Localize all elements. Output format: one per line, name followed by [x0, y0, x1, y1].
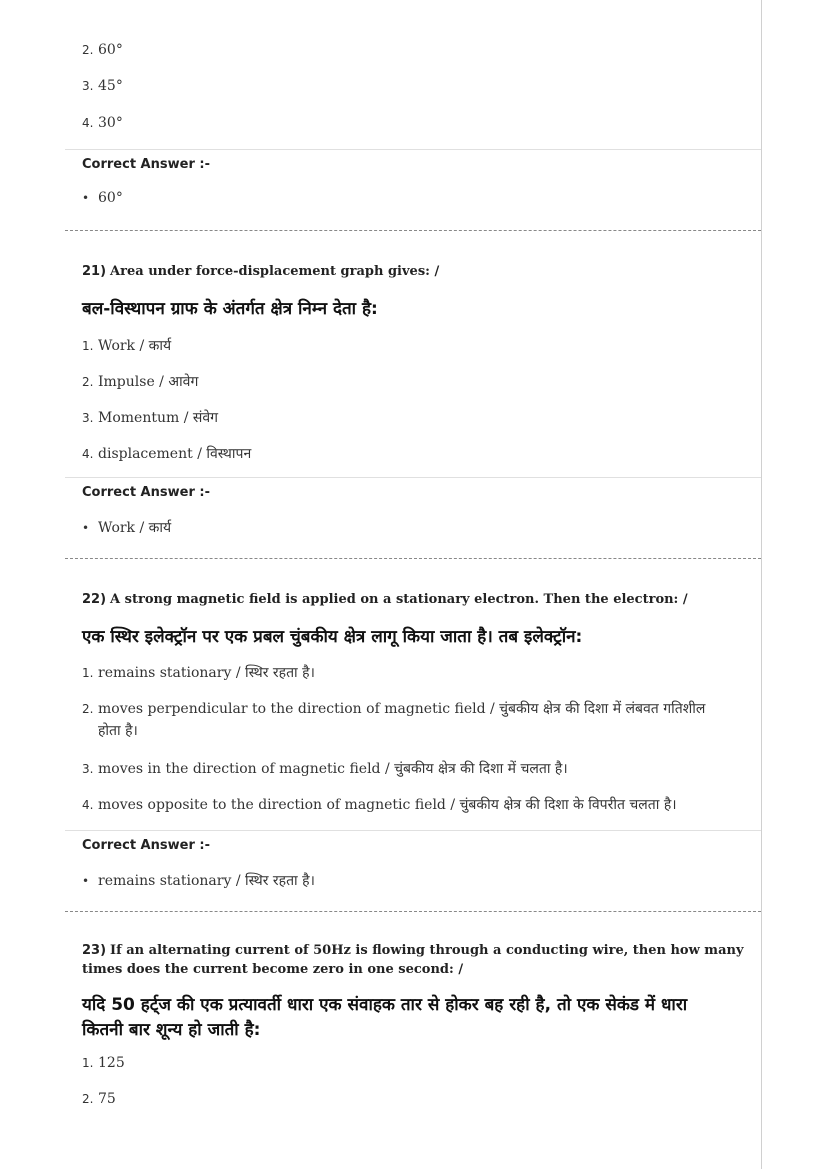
question-22-title: 22) A strong magnetic field is applied on a stationary electron. Then the electron: /	[82, 592, 688, 607]
q23-option-2: 2. 75	[82, 1091, 116, 1107]
divider	[65, 149, 761, 150]
question-separator	[65, 558, 761, 559]
divider	[65, 830, 761, 831]
option-2: 2. 60°	[82, 42, 123, 58]
q21-option-1: 1. Work / कार्य	[82, 338, 172, 354]
correct-answer: • remains stationary / स्थिर रहता है।	[82, 873, 315, 889]
option-4: 4. 30°	[82, 115, 123, 131]
question-23-hindi: यदि 50 हर्ट्ज की एक प्रत्यावर्ती धारा एक संवाहक तार से होकर बह रही है, तो एक सेकंड में धारा	[82, 995, 688, 1015]
question-21-title: 21) Area under force-displacement graph gives: /	[82, 264, 440, 279]
question-22-hindi: एक स्थिर इलेक्ट्रॉन पर एक प्रबल चुंबकीय क्षेत्र लागू किया जाता है। तब इलेक्ट्रॉन:	[82, 627, 583, 647]
question-23-hindi-line2: कितनी बार शून्य हो जाती है:	[82, 1020, 261, 1040]
correct-answer: • Work / कार्य	[82, 520, 172, 536]
correct-answer: • 60°	[82, 190, 123, 206]
q21-option-2: 2. Impulse / आवेग	[82, 374, 199, 390]
divider	[65, 477, 761, 478]
question-23-title-line2: times does the current become zero in one second: /	[82, 962, 464, 977]
question-separator	[65, 230, 761, 231]
q22-option-2-continuation: होता है।	[98, 723, 138, 739]
q23-option-1: 1. 125	[82, 1055, 125, 1071]
q21-option-4: 4. displacement / विस्थापन	[82, 446, 252, 462]
correct-answer-label: Correct Answer :-	[82, 157, 210, 172]
option-3: 3. 45°	[82, 78, 123, 94]
question-21-hindi: बल-विस्थापन ग्राफ के अंतर्गत क्षेत्र निम्न देता है:	[82, 299, 378, 319]
correct-answer-label: Correct Answer :-	[82, 838, 210, 853]
q22-option-1: 1. remains stationary / स्थिर रहता है।	[82, 665, 315, 681]
q22-option-4: 4. moves opposite to the direction of magnetic field / चुंबकीय क्षेत्र की दिशा के विपरीत चलता है।	[82, 797, 677, 813]
question-23-title: 23) If an alternating current of 50Hz is flowing through a conducting wire, then how many	[82, 943, 744, 958]
correct-answer-label: Correct Answer :-	[82, 485, 210, 500]
q22-option-2: 2. moves perpendicular to the direction of magnetic field / चुंबकीय क्षेत्र की दिशा में लंबवत गतिशील	[82, 701, 706, 717]
question-separator	[65, 911, 761, 912]
q21-option-3: 3. Momentum / संवेग	[82, 410, 219, 426]
q22-option-3: 3. moves in the direction of magnetic field / चुंबकीय क्षेत्र की दिशा में चलता है।	[82, 761, 568, 777]
